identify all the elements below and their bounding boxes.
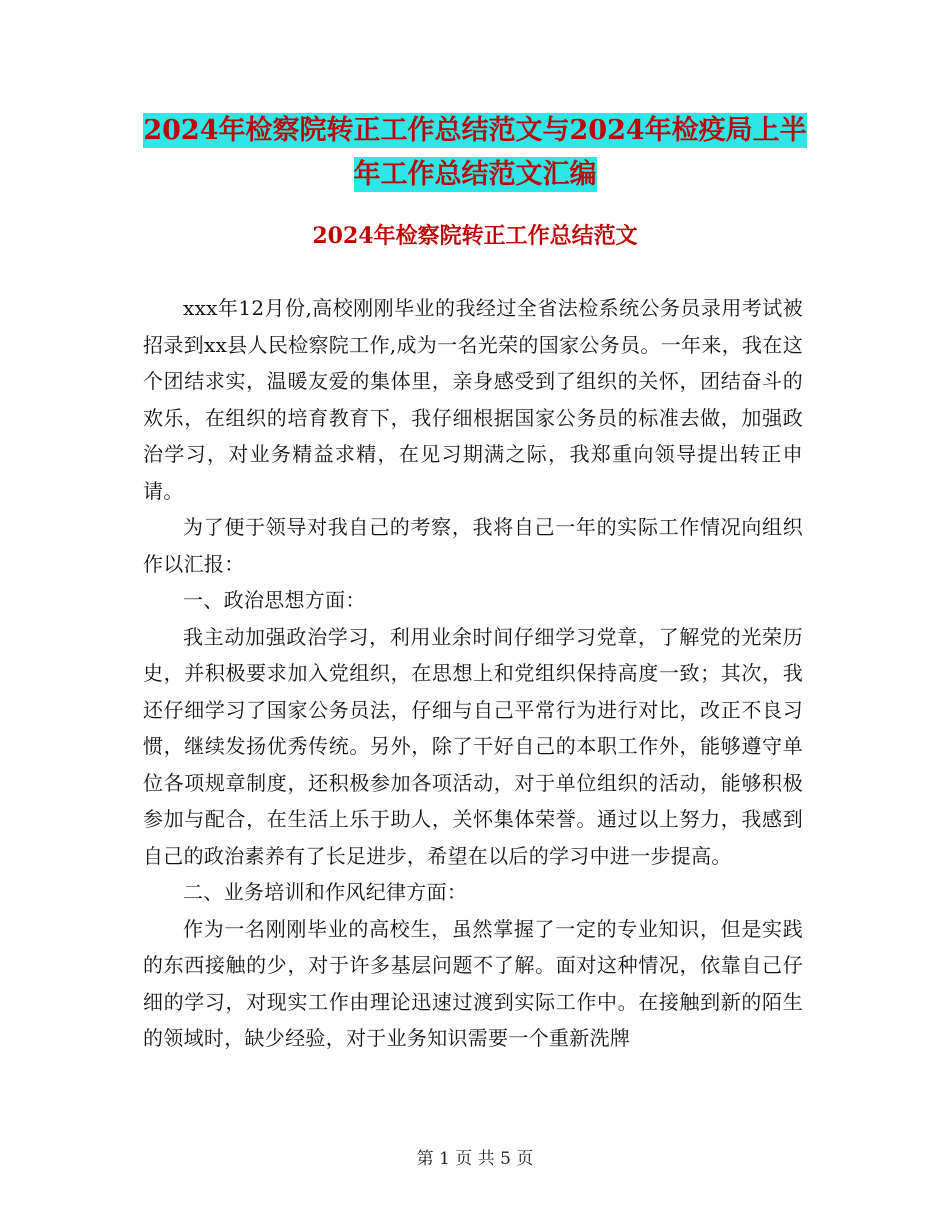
- paragraph: 我主动加强政治学习，利用业余时间仔细学习党章，了解党的光荣历史，并积极要求加入党组织，在思想上和党组织保持高度一致；其次，我还仔细学习了国家公务员法，仔细与自己平常行为进行对比，改正不良习惯，继续发扬优秀传统。另外，除了干好自己的本职工作外，能够遵守单位各项规章制度，还积极参加各项活动，对于单位组织的活动，能够积极参加与配合，在生活上乐于助人，关怀集体荣誉。通过以上努力，我感到自己的政治素养有了长足进步，希望在以后的学习中进一步提高。: [143, 624, 803, 868]
- section-title: 2024年检察院转正工作总结范文: [312, 223, 638, 249]
- paragraph: 为了便于领导对我自己的考察，我将自己一年的实际工作情况向组织作以汇报：: [143, 515, 803, 576]
- document-body: [143, 290, 803, 1057]
- document-title-text-2: 年工作总结范文汇编: [353, 159, 597, 190]
- document-title-line-1: [0, 108, 950, 153]
- page-footer: 第 1 页 共 5 页: [416, 1149, 534, 1169]
- paragraph: xxx年12月份,高校刚刚毕业的我经过全省法检系统公务员录用考试被招录到xx县人民检察院工作,成为一名光荣的国家公务员。一年来，我在这个团结求实，温暖友爱的集体里，亲身感受到了组织的关怀，团结奋斗的欢乐，在组织的培育教育下，我仔细根据国家公务员的标准去做，加强政治学习，对业务精益求精，在见习期满之际，我郑重向领导提出转正申请。: [143, 296, 803, 503]
- document-title-line-2: [0, 152, 950, 197]
- paragraph-heading: 二、业务培训和作风纪律方面：: [183, 880, 468, 904]
- paragraph: 作为一名刚刚毕业的高校生，虽然掌握了一定的专业知识，但是实践的东西接触的少，对于许多基层问题不了解。面对这种情况，依靠自己仔细的学习，对现实工作由理论迅速过渡到实际工作中。在接触到新的陌生的领域时，缺少经验，对于业务知识需要一个重新洗牌: [143, 916, 803, 1050]
- document-title-text-1: 2024年检察院转正工作总结范文与2024年检疫局上半: [143, 115, 807, 146]
- paragraph-heading: 一、政治思想方面：: [183, 588, 366, 612]
